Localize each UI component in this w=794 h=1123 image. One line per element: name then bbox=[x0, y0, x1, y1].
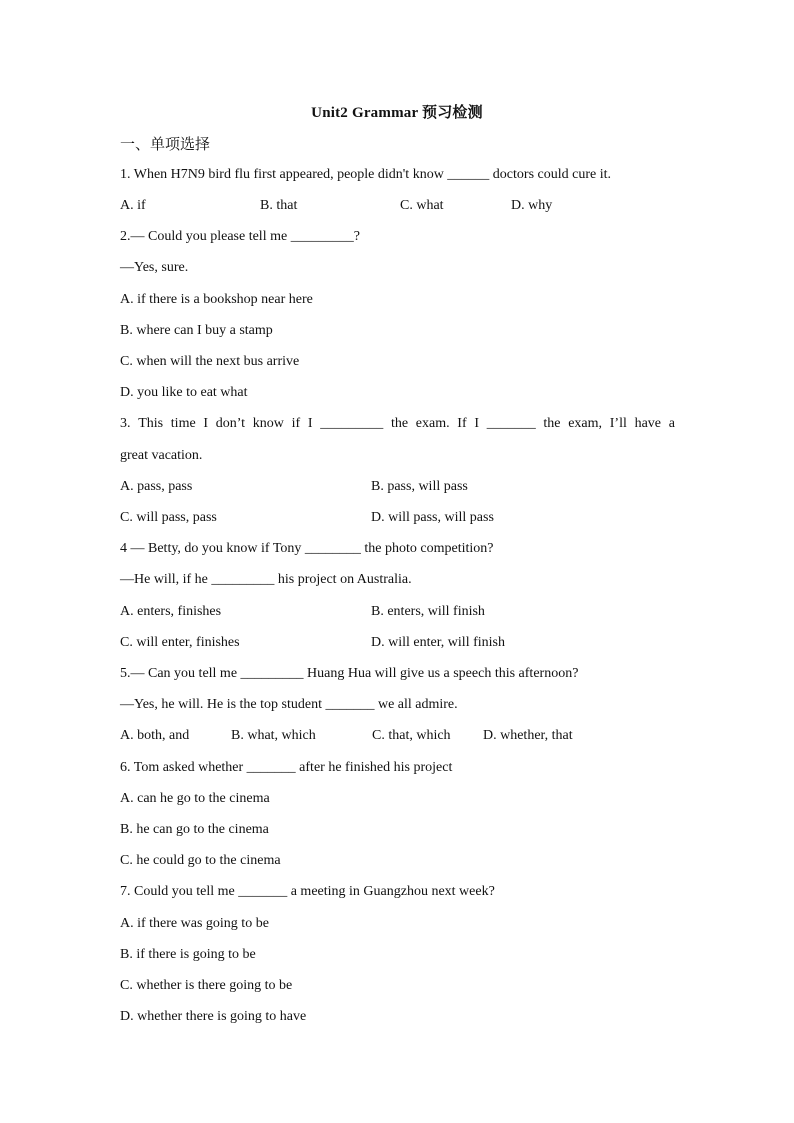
question-4-reply: —He will, if he _________ his project on Australia. bbox=[120, 572, 412, 587]
question-1-option-d: D. why bbox=[511, 198, 553, 213]
question-4-stem: 4 — Betty, do you know if Tony ________ the photo competition? bbox=[120, 541, 494, 556]
question-5-stem: 5.— Can you tell me _________ Huang Hua will give us a speech this afternoon? bbox=[120, 666, 579, 681]
question-2-option-d: D. you like to eat what bbox=[120, 385, 248, 400]
stem-word: I bbox=[307, 416, 313, 431]
question-1-option-a: A. if bbox=[120, 198, 146, 213]
stem-word: if bbox=[291, 416, 301, 431]
question-3-stem-line-1 bbox=[120, 415, 675, 433]
question-4-option-b: B. enters, will finish bbox=[371, 604, 485, 619]
question-7-option-d: D. whether there is going to have bbox=[120, 1009, 307, 1024]
question-7-option-c: C. whether is there going to be bbox=[120, 978, 293, 993]
question-1-stem: 1. When H7N9 bird flu first appeared, people didn't know ______ doctors could cure it. bbox=[120, 167, 611, 182]
stem-word: have bbox=[634, 416, 661, 431]
stem-word: the bbox=[543, 416, 561, 431]
question-1-option-c: C. what bbox=[400, 198, 444, 213]
question-4-option-c: C. will enter, finishes bbox=[120, 635, 240, 650]
stem-word: 3. bbox=[120, 416, 131, 431]
question-2-option-b: B. where can I buy a stamp bbox=[120, 323, 273, 338]
question-3-option-c: C. will pass, pass bbox=[120, 510, 217, 525]
question-5-option-d: D. whether, that bbox=[483, 728, 573, 743]
question-7-option-b: B. if there is going to be bbox=[120, 947, 256, 962]
question-5-option-b: B. what, which bbox=[231, 728, 316, 743]
question-4-option-d: D. will enter, will finish bbox=[371, 635, 505, 650]
stem-word: I bbox=[203, 416, 209, 431]
stem-word: exam. bbox=[415, 416, 450, 431]
stem-word: If bbox=[457, 416, 467, 431]
stem-word: exam, bbox=[568, 416, 603, 431]
question-6-option-c: C. he could go to the cinema bbox=[120, 853, 281, 868]
stem-word: a bbox=[668, 416, 675, 431]
page-title: Unit2 Grammar 预习检测 bbox=[311, 105, 483, 121]
question-6-stem: 6. Tom asked whether _______ after he finished his project bbox=[120, 760, 453, 775]
section-heading: 一、单项选择 bbox=[120, 137, 211, 153]
question-7-stem: 7. Could you tell me _______ a meeting in Guangzhou next week? bbox=[120, 884, 495, 899]
question-3-option-a: A. pass, pass bbox=[120, 479, 193, 494]
question-4-option-a: A. enters, finishes bbox=[120, 604, 222, 619]
question-1-option-b: B. that bbox=[260, 198, 298, 213]
question-5-reply: —Yes, he will. He is the top student _______ we all admire. bbox=[120, 697, 458, 712]
question-3-option-d: D. will pass, will pass bbox=[371, 510, 494, 525]
question-7-option-a: A. if there was going to be bbox=[120, 916, 269, 931]
question-2-reply: —Yes, sure. bbox=[120, 260, 189, 275]
stem-word: This bbox=[138, 416, 164, 431]
stem-word: time bbox=[170, 416, 196, 431]
question-2-stem: 2.— Could you please tell me _________? bbox=[120, 229, 360, 244]
question-3-stem-line-2: great vacation. bbox=[120, 448, 203, 463]
question-2-option-c: C. when will the next bus arrive bbox=[120, 354, 300, 369]
stem-word: the bbox=[390, 416, 409, 431]
stem-word: I bbox=[474, 416, 479, 431]
stem-blank: _________ bbox=[320, 416, 384, 431]
question-2-option-a: A. if there is a bookshop near here bbox=[120, 292, 313, 307]
stem-word: know bbox=[252, 416, 284, 431]
stem-blank: _______ bbox=[486, 416, 536, 431]
stem-word: don’t bbox=[215, 416, 246, 431]
question-6-option-b: B. he can go to the cinema bbox=[120, 822, 269, 837]
question-6-option-a: A. can he go to the cinema bbox=[120, 791, 270, 806]
question-5-option-c: C. that, which bbox=[372, 728, 451, 743]
question-5-option-a: A. both, and bbox=[120, 728, 190, 743]
question-3-option-b: B. pass, will pass bbox=[371, 479, 468, 494]
stem-word: I’ll bbox=[609, 416, 627, 431]
